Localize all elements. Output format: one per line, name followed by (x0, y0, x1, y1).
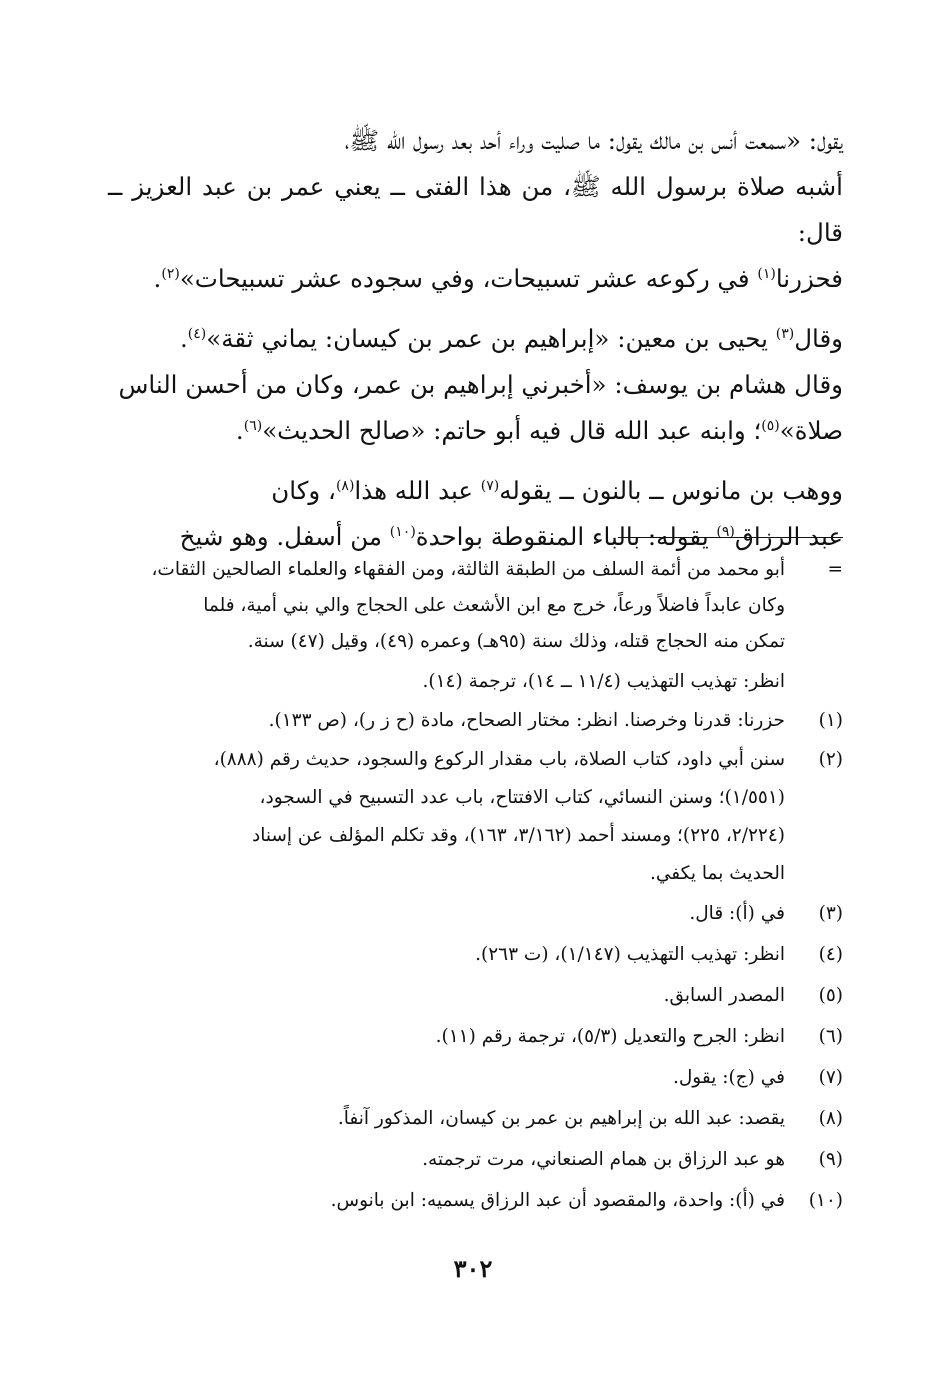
footnote-ref[interactable]: (٣) (775, 325, 795, 342)
footnotes (108, 552, 843, 1221)
text-line: أشبه صلاة برسول الله ﷺ، من هذا الفتى ــ يعني عمر بن عبد العزيز ــ قال: (108, 172, 843, 247)
text-line: يقول: «سمعت أنس بن مالك يقول: ما صليت وراء أحد بعد رسول الله ﷺ، (344, 126, 843, 155)
footnote-ref[interactable]: (١) (757, 265, 776, 282)
text-line (236, 416, 843, 445)
text-run: ؛ وابنه عبد الله قال فيه أبو حاتم: «صالح الحديث» (262, 416, 762, 445)
footnote-7 (108, 1057, 843, 1098)
text-run: وقال (794, 324, 843, 353)
footnote-ref[interactable]: (٧) (480, 477, 500, 494)
footnote-number: (١٠) (808, 1190, 843, 1211)
footnote-number: (٩) (818, 1149, 843, 1170)
footnote-number: (١) (818, 710, 843, 731)
text-run: يحيى بن معين: «إبراهيم بن عمر بن كيسان: يماني ثقة» (206, 324, 776, 353)
footnote-separator (618, 537, 843, 538)
footnote-line: وكان عابداً فاضلاً ورعاً، خرج مع ابن الأشعث على الحجاج والي بني أمية، فلما (203, 595, 785, 616)
footnote-ref[interactable]: (٩) (716, 523, 735, 540)
footnote-ref[interactable]: (٢) (161, 265, 180, 282)
paragraph-2 (108, 316, 843, 454)
footnote-3 (108, 893, 843, 934)
footnote-line: هو عبد الرزاق بن همام الصنعاني، مرت ترجمته. (422, 1149, 785, 1170)
footnote-ref[interactable]: (٨) (335, 477, 355, 494)
footnote-number: (٥) (818, 985, 843, 1006)
footnote-ref[interactable]: (٤) (187, 325, 207, 342)
footnote-line: (٢/٢٢٤، ٢٢٥)؛ ومسند أحمد (٣/١٦٢، ١٦٣)، وقد تكلم المؤلف عن إسناد (251, 825, 785, 846)
footnote-line: انظر: تهذيب التهذيب (١/١٤٧)، (ت ٢٦٣). (475, 944, 785, 965)
text-run: في ركوعه عشر تسبيحات، وفي سجوده عشر تسبيحات» (179, 264, 758, 293)
text-run: فحزرنا (775, 264, 843, 293)
footnote-line: حزرنا: قدرنا وخرصنا. انظر: مختار الصحاح، مادة (ح ز ر)، (ص ١٣٣). (268, 710, 785, 731)
footnote-number: (٧) (818, 1067, 843, 1088)
footnote-source: انظر: تهذيب التهذيب (١١/٤ ــ ١٤)، ترجمة (١٤). (422, 671, 785, 692)
footnote-line: الحديث بما يكفي. (649, 863, 785, 884)
footnote-line: تمكن منه الحجاج قتله، وذلك سنة (٩٥هـ) وعمره (٤٩)، وقيل (٤٧) سنة. (247, 631, 785, 652)
footnote-number: (٨) (818, 1108, 843, 1129)
footnote-ref[interactable]: (٥) (761, 417, 780, 434)
footnote-ref[interactable]: (١٠) (389, 523, 416, 540)
footnote-2 (108, 741, 843, 893)
text-run: صلاة» (779, 416, 843, 445)
footnote-9 (108, 1139, 843, 1180)
footnote-8 (108, 1098, 843, 1139)
footnote-5 (108, 975, 843, 1016)
text-run: ووهب بن مانوس ــ بالنون ــ يقوله (499, 476, 843, 505)
footnote-line: في (أ): قال. (689, 903, 785, 924)
footnote-line: في (أ): واحدة، والمقصود أن عبد الرزاق يسميه: ابن بانوس. (330, 1190, 785, 1211)
footnote-line: يقصد: عبد الله بن إبراهيم بن عمر بن كيسان، المذكور آنفاً. (337, 1108, 785, 1129)
paragraph-1 (108, 118, 843, 302)
text-line (271, 476, 843, 505)
footnote-4 (108, 934, 843, 975)
footnote-number: (٣) (818, 903, 843, 924)
footnote-line: (١/٥٥١)؛ وسنن النسائي، كتاب الافتتاح، باب عدد التسبيح في السجود، (259, 787, 785, 808)
footnote-continuation (108, 552, 843, 700)
footnote-line: انظر: الجرح والتعديل (٥/٣)، ترجمة رقم (١١). (435, 1026, 785, 1047)
text-run: عبد الرزاق (734, 522, 843, 551)
paragraph-3 (108, 468, 843, 560)
text-line: وقال هشام بن يوسف: «أخبرني إبراهيم بن عمر، وكان من أحسن الناس (118, 370, 843, 399)
page-number: ٣٠٢ (453, 1254, 493, 1283)
text-run: . (235, 416, 244, 445)
footnote-number: (٦) (818, 1026, 843, 1047)
footnote-line: في (ج): يقول. (672, 1067, 785, 1088)
text-run: . (153, 264, 162, 293)
text-line (180, 324, 843, 353)
text-run: . (179, 324, 188, 353)
text-run: ، وكان (271, 476, 336, 505)
footnote-10 (108, 1180, 843, 1221)
text-run: من أسفل. وهو شيخ (179, 522, 390, 551)
continuation-marker: = (827, 559, 843, 580)
footnote-6 (108, 1016, 843, 1057)
text-line (154, 264, 843, 293)
footnote-number: (٢) (818, 749, 843, 770)
footnote-number: (٤) (818, 944, 843, 965)
footnote-line: المصدر السابق. (663, 985, 785, 1006)
footnote-1 (108, 700, 843, 741)
footnote-line: سنن أبي داود، كتاب الصلاة، باب مقدار الركوع والسجود، حديث رقم (٨٨٨)، (213, 749, 785, 770)
footnote-ref[interactable]: (٦) (243, 417, 263, 434)
text-run: يقوله: بالباء المنقوطة بواحدة (415, 522, 717, 551)
main-text (108, 118, 843, 560)
text-run: عبد الله هذا (354, 476, 481, 505)
footnote-line: أبو محمد من أئمة السلف من الطبقة الثالثة، ومن الفقهاء والعلماء الصالحين الثقات، (151, 559, 785, 580)
